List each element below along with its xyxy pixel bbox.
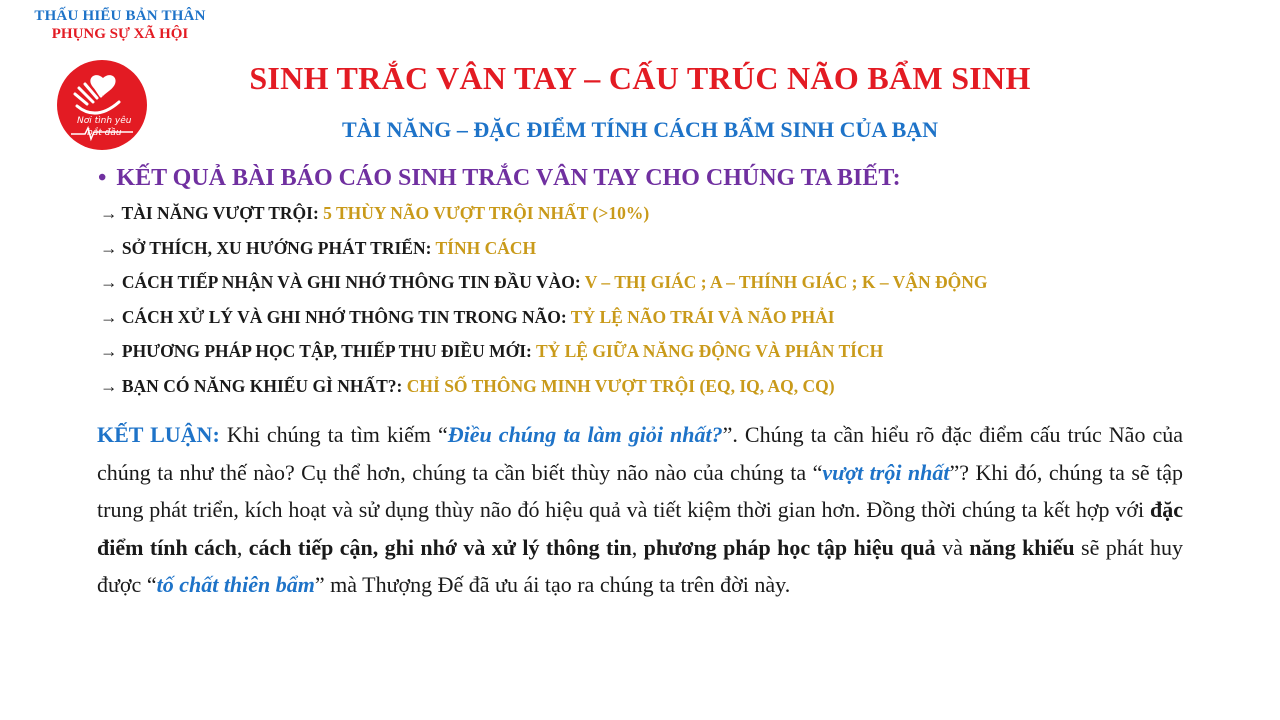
item-key: → TÀI NĂNG VƯỢT TRỘI: [100, 203, 324, 223]
brand-line-2: PHỤNG SỰ XÃ HỘI [51, 26, 189, 42]
item-value: TỶ LỆ GIỮA NĂNG ĐỘNG VÀ PHÂN TÍCH [535, 341, 884, 361]
item-key: → SỞ THÍCH, XU HƯỚNG PHÁT TRIỂN: [100, 237, 436, 258]
brand-tagline [20, 8, 220, 43]
list-item [100, 238, 987, 273]
conclusion-emphasis: cách tiếp cận, ghi nhớ và xử lý thông tin [248, 534, 632, 560]
conclusion-label: KẾT LUẬN: [97, 422, 220, 447]
page-title: SINH TRẮC VÂN TAY – CẤU TRÚC NÃO BẨM SINH [249, 60, 1031, 96]
conclusion-text: ” mà Thượng Đế đã ưu ái tạo ra chúng ta trên đời này. [314, 572, 791, 597]
logo-text-2: bắt đầu [87, 128, 122, 138]
conclusion-text: , [631, 534, 644, 560]
conclusion-text: và [935, 534, 970, 560]
item-key: → CÁCH XỬ LÝ VÀ GHI NHỚ THÔNG TIN TRONG NÃO: [100, 306, 571, 327]
list-item [100, 203, 987, 238]
page-subtitle: TÀI NĂNG – ĐẶC ĐIỂM TÍNH CÁCH BẨM SINH CỦA BẠN [341, 117, 939, 142]
result-list [100, 203, 987, 410]
conclusion-text: ”? Khi đó, chúng ta sẽ tập trung phát triển, kích hoạt và sử dụng thùy não đó hiệu quả và tiết kiệm thời gian hơn. Đồng thời chúng ta kết hợp với [97, 459, 1184, 522]
conclusion-emphasis: năng khiếu [969, 534, 1075, 560]
conclusion-text: , [236, 534, 249, 560]
conclusion-text: sẽ phát huy được “ [97, 534, 1184, 597]
item-key: → BẠN CÓ NĂNG KHIẾU GÌ NHẤT?: [100, 375, 407, 396]
conclusion-paragraph [97, 416, 1183, 604]
brand-line-1: THẤU HIỂU BẢN THÂN [34, 8, 206, 24]
list-item [100, 272, 987, 307]
item-value: 5 THÙY NÃO VƯỢT TRỘI NHẤT (>10%) [323, 203, 650, 223]
bullet-dot-icon: • [98, 165, 107, 191]
list-item [100, 376, 987, 411]
item-value: CHỈ SỐ THÔNG MINH VƯỢT TRỘI (EQ, IQ, AQ, CQ) [406, 375, 835, 396]
conclusion-emphasis: phương pháp học tập hiệu quả [643, 534, 936, 560]
item-key: → CÁCH TIẾP NHẬN VÀ GHI NHỚ THÔNG TIN ĐẦU VÀO: [100, 272, 585, 292]
conclusion-text: ”. Chúng ta cần hiểu rõ đặc điểm cấu trúc Não của chúng ta như thế nào? Cụ thể hơn, chúng ta cần biết thùy não nào của chúng ta “ [97, 422, 1184, 485]
conclusion-emphasis: đặc điểm tính cách [97, 497, 1183, 560]
conclusion-text: Khi chúng ta tìm kiếm “ [219, 422, 448, 447]
item-value: TỶ LỆ NÃO TRÁI VÀ NÃO PHẢI [570, 306, 835, 327]
item-value: V – THỊ GIÁC ; A – THÍNH GIÁC ; K – VẬN ĐỘNG [584, 272, 988, 292]
list-item [100, 307, 987, 342]
conclusion-highlight: tố chất thiên bẩm [156, 572, 315, 597]
list-item [100, 341, 987, 376]
bullet-heading [98, 165, 901, 192]
conclusion-highlight: vượt trội nhất [822, 459, 950, 485]
logo-text-1: Nơi tình yêu [77, 116, 132, 126]
item-value: TÍNH CÁCH [435, 237, 537, 258]
bullet-heading-text: KẾT QUẢ BÀI BÁO CÁO SINH TRẮC VÂN TAY CHO CHÚNG TA BIẾT: [116, 165, 901, 191]
item-key: → PHƯƠNG PHÁP HỌC TẬP, THIẾP THU ĐIỀU MỚI: [100, 341, 536, 361]
conclusion-highlight: Điều chúng ta làm giỏi nhất? [447, 422, 723, 447]
